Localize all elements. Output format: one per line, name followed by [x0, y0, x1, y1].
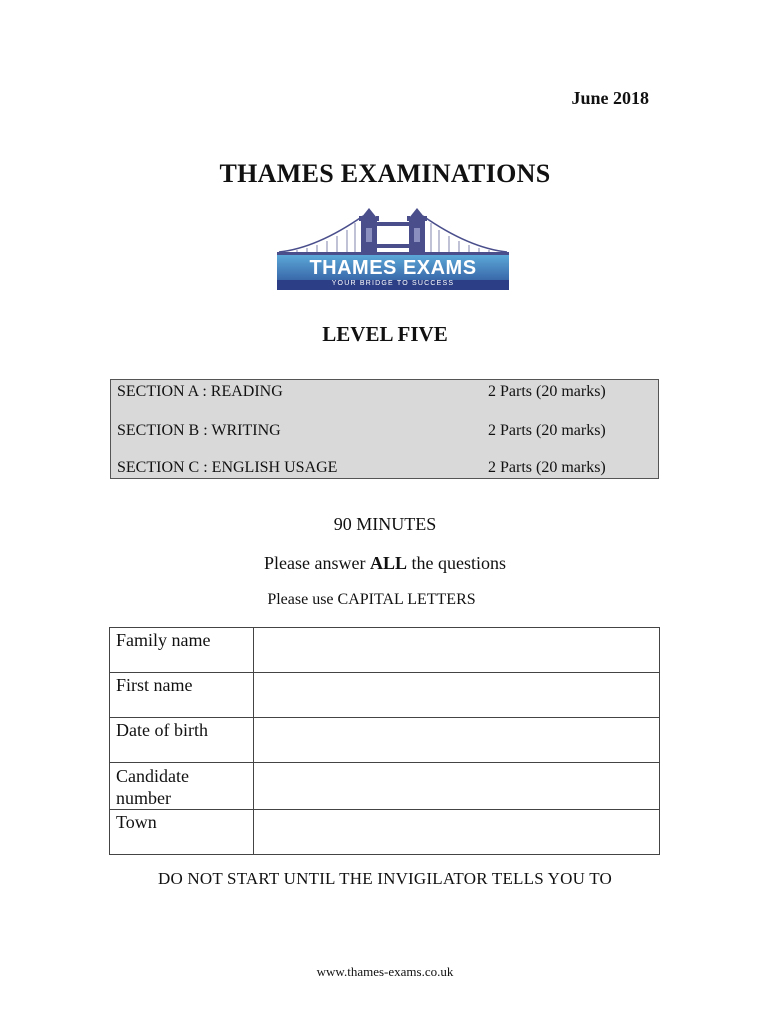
candidate-number-field[interactable] — [254, 763, 660, 810]
answer-instruction: Please answer ALL the questions — [264, 553, 506, 573]
field-label: Town — [110, 810, 254, 855]
page-title: THAMES EXAMINATIONS — [219, 159, 551, 188]
section-name: SECTION C : ENGLISH USAGE — [117, 459, 338, 476]
form-row — [110, 673, 660, 718]
logo-wordmark: THAMES EXAMS — [309, 257, 477, 279]
section-marks: 2 Parts (20 marks) — [488, 459, 606, 476]
section-row — [117, 383, 616, 401]
section-marks: 2 Parts (20 marks) — [488, 383, 606, 400]
section-marks: 2 Parts (20 marks) — [488, 422, 606, 439]
field-label: Family name — [110, 628, 254, 673]
thames-exams-logo — [277, 208, 509, 290]
field-label: Date of birth — [110, 718, 254, 763]
exam-duration: 90 MINUTES — [333, 514, 437, 534]
website-link[interactable]: www.thames-exams.co.uk — [316, 964, 454, 979]
field-label: Candidate number — [110, 763, 254, 810]
section-name: SECTION B : WRITING — [117, 422, 281, 439]
candidate-details-form — [109, 627, 660, 855]
first-name-field[interactable] — [254, 673, 660, 718]
logo-tagline: YOUR BRIDGE TO SUCCESS — [331, 280, 455, 287]
section-row — [117, 422, 616, 440]
section-row — [117, 459, 616, 477]
form-row — [110, 718, 660, 763]
form-row — [110, 628, 660, 673]
answer-emphasis: ALL — [369, 553, 407, 573]
form-row — [110, 810, 660, 855]
section-name: SECTION A : READING — [117, 383, 283, 400]
exam-date: June 2018 — [571, 88, 649, 108]
capitals-instruction: Please use CAPITAL LETTERS — [267, 591, 476, 608]
date-of-birth-field[interactable] — [254, 718, 660, 763]
town-field[interactable] — [254, 810, 660, 855]
sections-box — [110, 379, 659, 479]
field-label: First name — [110, 673, 254, 718]
level-heading: LEVEL FIVE — [322, 322, 448, 346]
family-name-field[interactable] — [254, 628, 660, 673]
start-warning: DO NOT START UNTIL THE INVIGILATOR TELLS YOU TO — [157, 869, 613, 888]
form-row — [110, 763, 660, 810]
